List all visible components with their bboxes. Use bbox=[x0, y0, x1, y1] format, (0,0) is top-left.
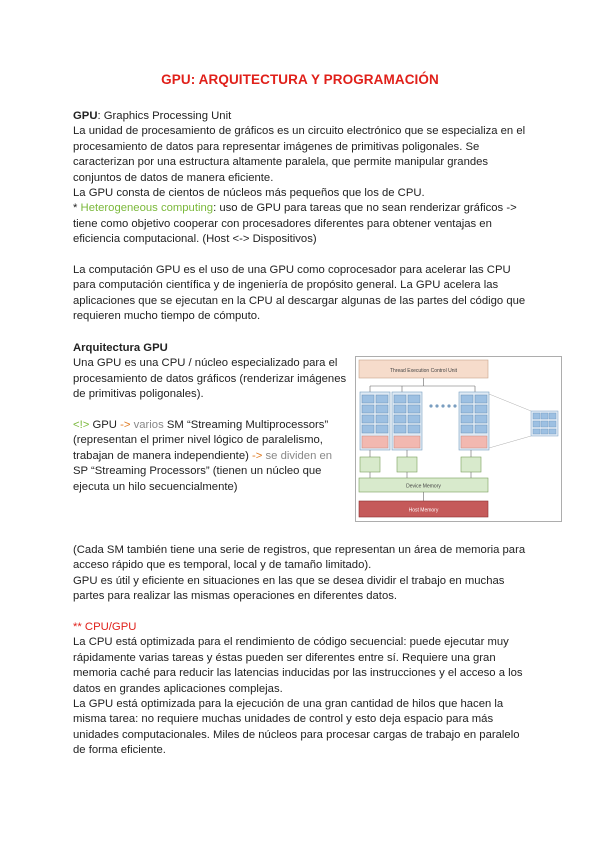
divide-word: se dividen en bbox=[262, 449, 333, 462]
varios-word: varios bbox=[130, 419, 164, 432]
arrow-1: -> bbox=[120, 419, 131, 432]
hetero-term: Heterogeneous computing bbox=[80, 202, 214, 215]
gpu-def: : Graphics Processing Unit bbox=[97, 110, 232, 122]
spacer bbox=[73, 403, 348, 418]
gpu-architecture-diagram bbox=[355, 356, 562, 522]
cpugpu-heading: ** CPU/GPU bbox=[73, 621, 137, 633]
arrow-2: -> bbox=[248, 449, 263, 462]
bullet: * bbox=[73, 202, 81, 215]
cpugpu-section bbox=[73, 620, 533, 759]
sp-text: SP “Streaming Processors” (tienen un núcleo que ejecuta un hilo secuencialmente) bbox=[73, 465, 322, 493]
arch-section bbox=[73, 341, 348, 495]
control-unit-label: Thread Execution Control Unit bbox=[390, 368, 457, 374]
gpu-cores: La GPU consta de cientos de núcleos más pequeños que los de CPU. bbox=[73, 187, 425, 200]
sm-text: SM “Streaming Multiprocessors” (representan el primer nivel lógico de paralelismo, trabajan de manera independiente) bbox=[73, 419, 329, 462]
gpu-term: GPU bbox=[73, 110, 98, 122]
useful-text: GPU es útil y eficiente en situaciones en las que se desea dividir el trabajo en muchas partes para realizar las mismas operaciones en diferentes datos. bbox=[73, 574, 505, 603]
registers-text: (Cada SM también tiene una serie de registros, que representan un área de memoria para acceso rápido que es temporal, local y de tamaño limitado). bbox=[73, 544, 526, 572]
gpu-description: La unidad de procesamiento de gráficos es un circuito electrónico que se especializa en el procesamiento de datos para representar imágenes de primitivas poligonales. Se caracterizan por una estructura altamente paralela, que permite manipular grandes conjuntos de datos de manera eficiente. bbox=[73, 125, 526, 184]
cpu-text: La CPU está optimizada para el rendimiento de código secuencial: puede ejecutar muy rápidamente varias tareas y éstas pueden ser diferentes entre sí. Requiere una gran memoria caché para reducir las latencias inducidas por las instrucciones y el acceso a los datos en grandes aplicaciones complejas. bbox=[73, 636, 523, 695]
arch-desc: Una GPU es una CPU / núcleo especializado para el procesamiento de datos gráficos (renderizar imágenes de primitivas poligonales). bbox=[73, 357, 347, 401]
hetero-desc: : uso de GPU para tareas que no sean renderizar gráficos -> tiene como objetivo cooperar con procesadores diferentes para obtener ventajas en eficiencia computacional. (Host <-> Dispositivos) bbox=[73, 202, 517, 246]
computing-text: La computación GPU es el uso de una GPU como coprocesador para acelerar las CPU para computación científica y de ingeniería de propósito general. La GPU acelera las aplicaciones que se ejecutan en la CPU al descargar algunas de las partes del código que requieren mucho tiempo de cómputo. bbox=[73, 264, 526, 323]
warning-symbol: <!> bbox=[73, 419, 90, 432]
host-memory-label: Host Memory bbox=[408, 507, 439, 514]
gpu-text: La GPU está optimizada para la ejecución de una gran cantidad de hilos que hacen la misma tarea: no requiere muchas unidades de control y esto deja espacio para más unidades computacionales. Miles de núcleos para procesar cargas de trabajo en paralelo de forma eficiente. bbox=[73, 698, 520, 757]
arch-heading: Arquitectura GPU bbox=[73, 342, 168, 354]
sm-sp-paragraph bbox=[73, 418, 348, 495]
hetero-paragraph bbox=[73, 201, 533, 247]
registers-section bbox=[73, 543, 533, 605]
page-title: GPU: ARQUITECTURA Y PROGRAMACIÓN bbox=[161, 72, 439, 87]
computing-paragraph bbox=[73, 263, 533, 325]
device-memory-label: Device Memory bbox=[406, 483, 441, 490]
gpu-definition bbox=[73, 109, 533, 124]
intro-section bbox=[73, 109, 533, 248]
gpu-word: GPU bbox=[89, 419, 121, 432]
sp-zoom bbox=[531, 411, 558, 436]
